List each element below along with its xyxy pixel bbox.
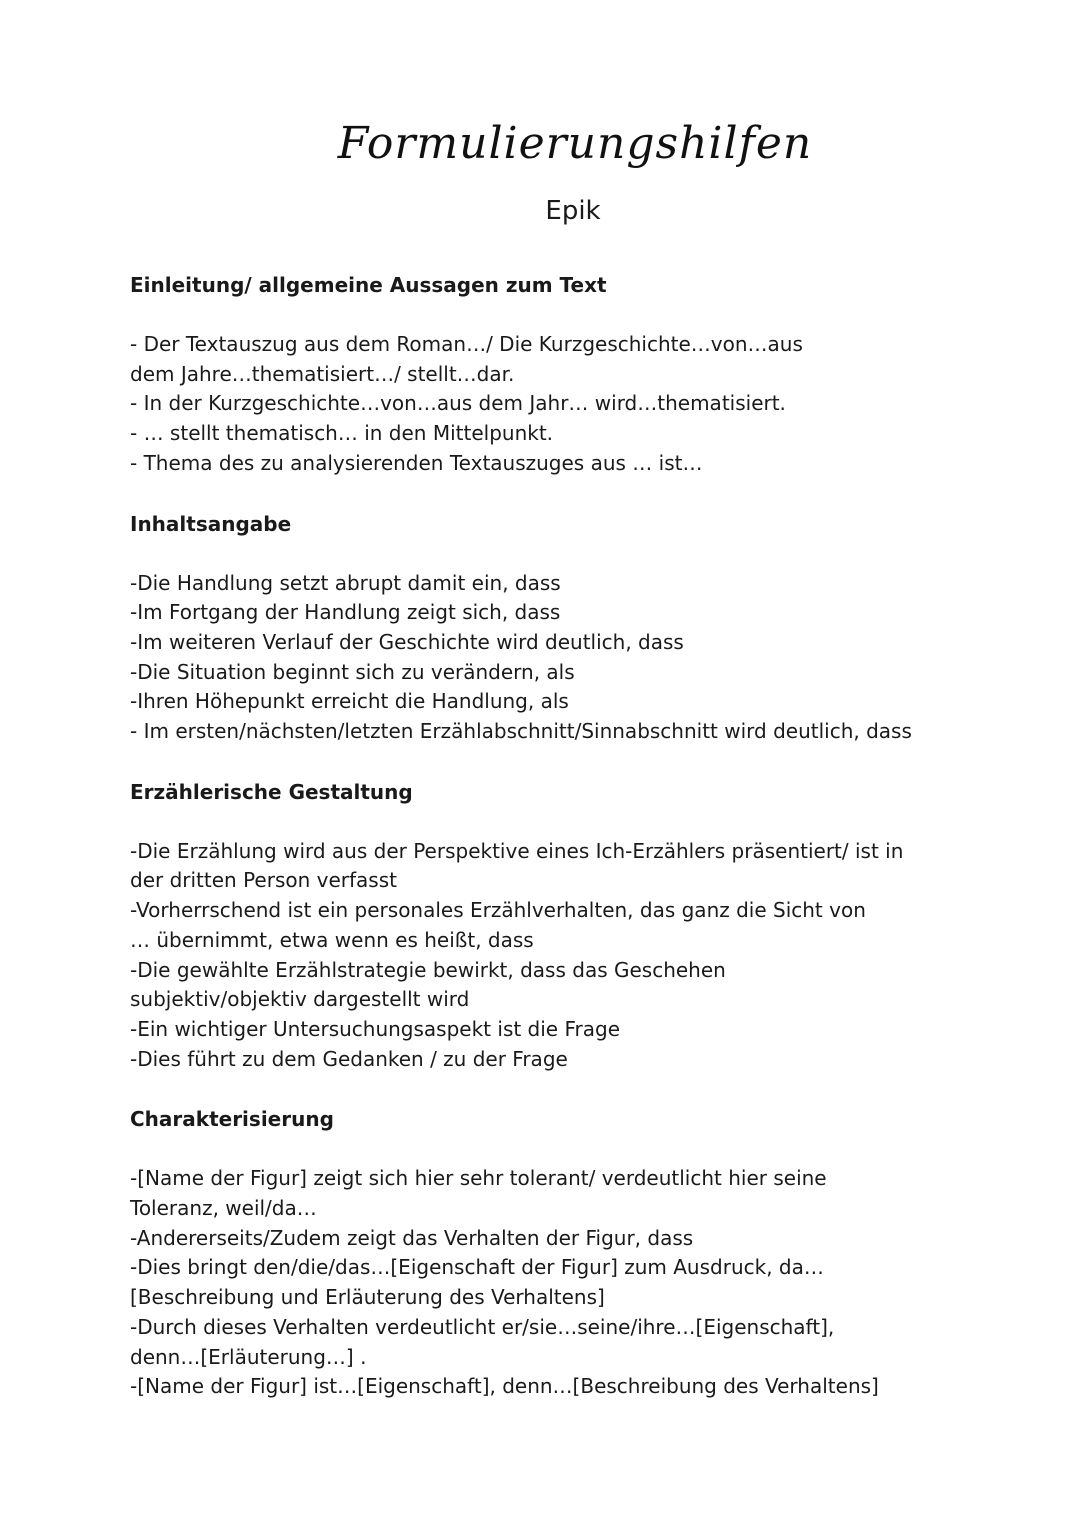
section-charakterisierung	[130, 1104, 960, 1402]
section-erzaehlerische-gestaltung	[130, 777, 960, 1075]
phrase-line: - Thema des zu analysierenden Textauszuges aus … ist…	[130, 450, 703, 475]
phrase-line: -Die Erzählung wird aus der Perspektive eines Ich-Erzählers präsentiert/ ist in der dritten Person verfasst	[130, 838, 904, 893]
phrase-line: -Andererseits/Zudem zeigt das Verhalten der Figur, dass	[130, 1225, 694, 1250]
section-heading: Einleitung/ allgemeine Aussagen zum Text	[130, 273, 607, 297]
section-lines	[130, 330, 960, 479]
section-heading: Charakterisierung	[130, 1107, 334, 1132]
section-inhaltsangabe	[130, 509, 960, 747]
phrase-line: - … stellt thematisch… in den Mittelpunkt.	[130, 421, 554, 446]
phrase-line: -Ihren Höhepunkt erreicht die Handlung, als	[130, 689, 569, 714]
section-lines	[130, 569, 960, 747]
phrase-line: -Dies führt zu dem Gedanken / zu der Frage	[130, 1046, 568, 1071]
phrase-line: -Die Situation beginnt sich zu verändern, als	[130, 659, 575, 684]
phrase-line: -Im Fortgang der Handlung zeigt sich, dass	[130, 600, 561, 625]
phrase-line: - Der Textauszug aus dem Roman…/ Die Kurzgeschichte…von…aus dem Jahre…thematisiert…/ stellt…dar.	[130, 332, 803, 386]
phrase-line: - Im ersten/nächsten/letzten Erzählabschnitt/Sinnabschnitt wird deutlich, dass	[130, 719, 912, 744]
phrase-line: -[Name der Figur] ist…[Eigenschaft], denn…[Beschreibung des Verhaltens]	[130, 1374, 879, 1399]
document-title: Formulierungshilfen	[337, 118, 813, 169]
section-lines	[130, 837, 960, 1075]
phrase-line: -Vorherrschend ist ein personales Erzählverhalten, das ganz die Sicht von … übernimmt, etwa wenn es heißt, dass	[130, 898, 866, 952]
section-heading: Inhaltsangabe	[130, 511, 292, 536]
phrase-line: -Die Handlung setzt abrupt damit ein, dass	[130, 570, 561, 595]
phrase-line: - In der Kurzgeschichte…von…aus dem Jahr… wird…thematisiert.	[130, 391, 786, 416]
phrase-line: -[Name der Figur] zeigt sich hier sehr tolerant/ verdeutlicht hier seine Toleranz, weil/da…	[130, 1166, 827, 1221]
section-heading: Erzählerische Gestaltung	[130, 779, 413, 804]
phrase-line: -Im weiteren Verlauf der Geschichte wird deutlich, dass	[130, 629, 684, 654]
section-lines	[130, 1164, 960, 1402]
document-subtitle: Epik	[545, 196, 601, 226]
section-einleitung	[130, 270, 960, 479]
phrase-line: -Dies bringt den/die/das…[Eigenschaft der Figur] zum Ausdruck, da…[Beschreibung und Erläuterung des Verhaltens]	[130, 1255, 824, 1310]
document-body	[130, 270, 960, 1432]
phrase-line: -Ein wichtiger Untersuchungsaspekt ist die Frage	[130, 1016, 620, 1041]
phrase-line: -Durch dieses Verhalten verdeutlicht er/sie…seine/ihre…[Eigenschaft], denn…[Erläuterung…] .	[130, 1314, 835, 1369]
phrase-line: -Die gewählte Erzählstrategie bewirkt, dass das Geschehen subjektiv/objektiv dargestellt wird	[130, 957, 726, 1012]
